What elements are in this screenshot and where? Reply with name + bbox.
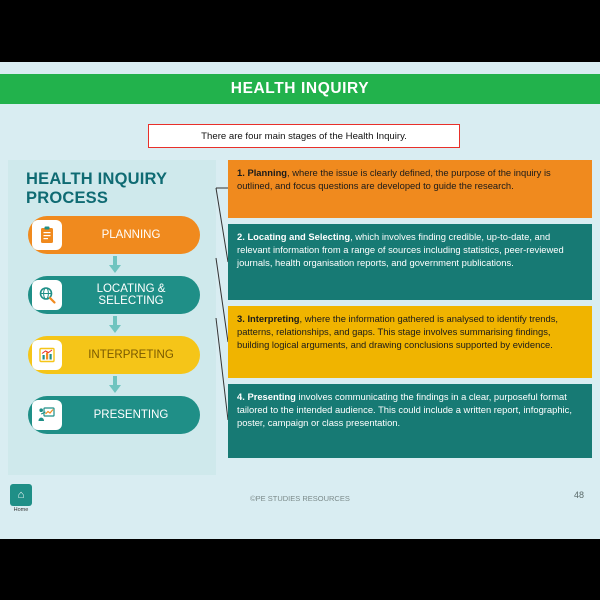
- description-interpreting: [228, 306, 592, 378]
- page-title: HEALTH INQUIRY: [230, 80, 370, 97]
- flow-arrow-3-icon: [108, 376, 122, 394]
- description-text: involves communicating the findings in a clear, purposeful format tailored to the intended audience. This could include a written report, infographic, poster, campaign or class presentation.: [237, 391, 572, 429]
- description-presenting: [228, 384, 592, 458]
- description-number: 4.: [237, 391, 248, 402]
- intro-callout-text: There are four main stages of the Health Inquiry.: [201, 130, 407, 142]
- magnifier-globe-icon: [32, 280, 62, 310]
- home-button-label: Home: [13, 507, 29, 513]
- description-term: Planning: [247, 167, 288, 178]
- page-number: 48: [573, 490, 584, 500]
- description-number: 1.: [237, 167, 248, 178]
- slide-canvas: [0, 62, 600, 539]
- description-text: , where the issue is clearly defined, the purpose of the inquiry is outlined, and focus questions are developed to guide the research.: [237, 167, 551, 192]
- description-term: Presenting: [247, 391, 296, 402]
- description-text: , where the information gathered is analysed to identify trends, patterns, relationships, and gaps. This stage involves summarising findings, building logical arguments, and drawing conclusions supported by evidence.: [237, 313, 559, 351]
- description-text: , which involves finding credible, up-to-date, and relevant information from a range of sources including statistics, peer-reviewed journals, health organisation reports, and government publications.: [237, 231, 564, 269]
- clipboard-icon: [32, 220, 62, 250]
- flow-arrow-1-icon: [108, 256, 122, 274]
- stage-interpreting[interactable]: [28, 336, 200, 374]
- description-planning: [228, 160, 592, 218]
- chart-icon: [32, 340, 62, 370]
- presenter-board-icon: [32, 400, 62, 430]
- process-heading: HEALTH INQUIRY PROCESS: [26, 170, 167, 207]
- slide-title-bar: [0, 74, 600, 104]
- description-number: 2.: [237, 231, 248, 242]
- health-inquiry-process-panel: [8, 160, 216, 475]
- description-term: Interpreting: [247, 313, 300, 324]
- stage-locating-selecting[interactable]: [28, 276, 200, 314]
- description-term: Locating and Selecting: [247, 231, 351, 242]
- copyright-text: ©PE STUDIES RESOURCES: [250, 494, 350, 503]
- stage-presenting[interactable]: [28, 396, 200, 434]
- stage-label: PLANNING: [101, 228, 161, 241]
- stage-planning[interactable]: [28, 216, 200, 254]
- stage-label: LOCATING & SELECTING: [96, 282, 166, 307]
- stage-label: INTERPRETING: [88, 348, 174, 361]
- intro-callout: [148, 124, 460, 148]
- flow-arrow-2-icon: [108, 316, 122, 334]
- stage-label: PRESENTING: [93, 408, 169, 421]
- home-icon: ⌂: [10, 484, 32, 506]
- description-number: 3.: [237, 313, 248, 324]
- description-locating-selecting: [228, 224, 592, 300]
